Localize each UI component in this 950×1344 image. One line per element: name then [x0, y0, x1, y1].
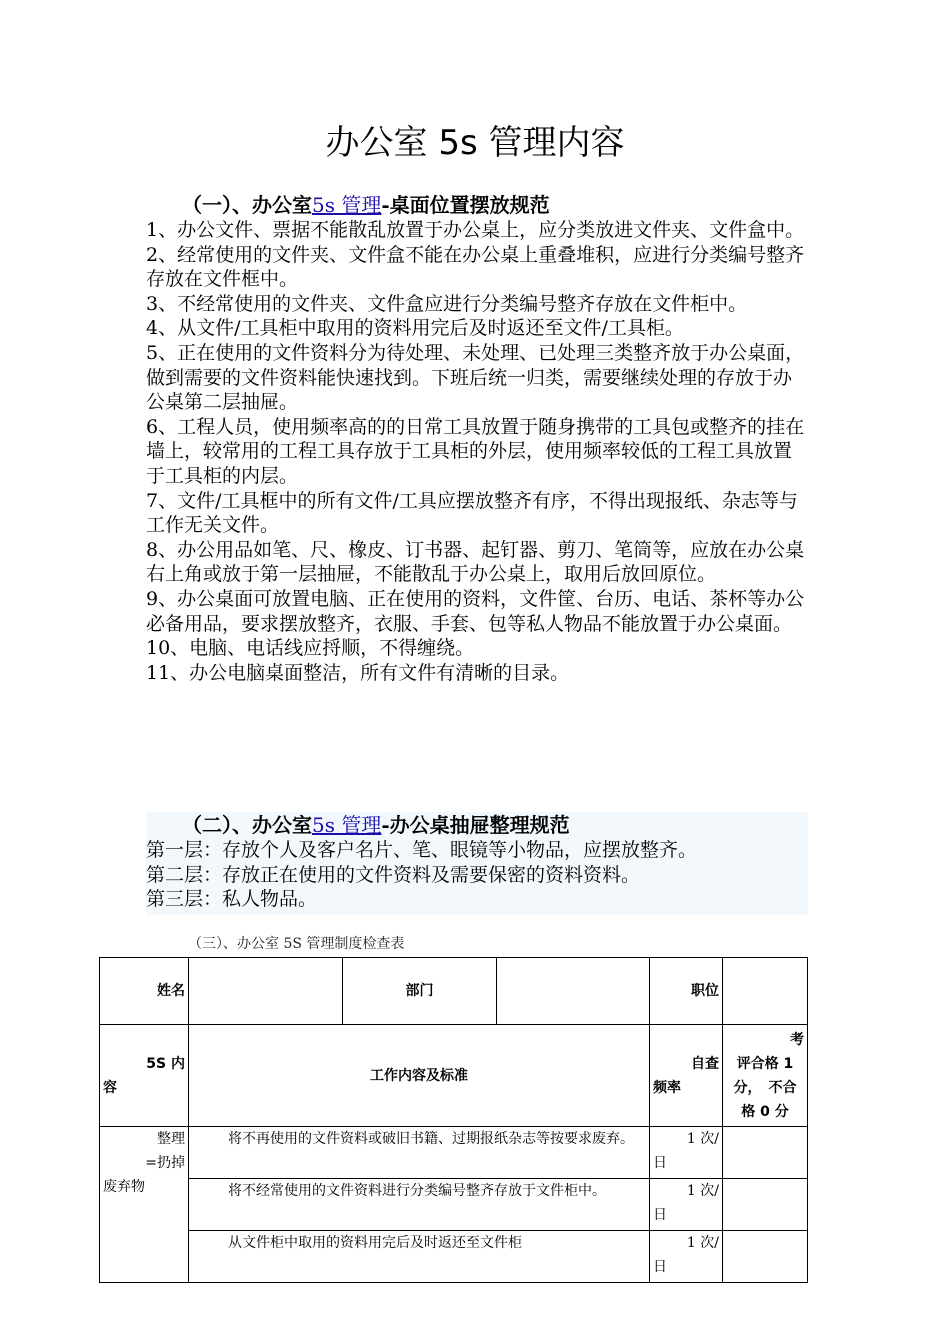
- col-5s-line2: 容: [103, 1079, 117, 1096]
- group-line3: 废弃物: [103, 1179, 145, 1195]
- list-item: 5、正在使用的文件资料分为待处理、未处理、已处理三类整齐放于办公桌面，做到需要的文件资料能快速找到。下班后统一归类，需要继续处理的存放于办公桌第二层抽屉。: [146, 341, 805, 414]
- group-line1: 整理: [157, 1131, 185, 1147]
- heading-prefix: （二）、办公室: [182, 813, 312, 837]
- col-5s-line1: 5S 内: [146, 1055, 185, 1072]
- work-content: 从文件柜中取用的资料用完后及时返还至文件柜: [189, 1231, 650, 1283]
- freq-cell: [650, 1179, 723, 1231]
- list-item: 9、办公桌面可放置电脑、正在使用的资料，文件筐、台历、电话、茶杯等办公必备用品，要求摆放整齐，衣服、手套、包等私人物品不能放置于办公桌面。: [146, 587, 805, 635]
- section-desk-layout: [146, 192, 808, 685]
- table-caption: （三）、办公室 5S 管理制度检查表: [188, 936, 405, 952]
- freq-line1: 1 次/: [686, 1131, 719, 1147]
- table-row: [100, 1231, 808, 1283]
- group-line2: =扔掉: [145, 1155, 185, 1171]
- col-freq-line2: 频率: [653, 1079, 681, 1096]
- freq-line1: 1 次/: [686, 1235, 719, 1251]
- heading-prefix: （一）、办公室: [182, 193, 312, 217]
- section-drawer-rules: [146, 812, 808, 915]
- list-item: 1、办公文件、票据不能散乱放置于办公桌上，应分类放进文件夹、文件盒中。: [146, 219, 805, 241]
- name-value[interactable]: [189, 958, 343, 1025]
- list-item: 第三层：私人物品。: [146, 888, 318, 911]
- checklist-table: [99, 957, 808, 1283]
- group-cell: [100, 1127, 189, 1283]
- col-score-header: [723, 1025, 808, 1127]
- heading-suffix: -办公桌抽屉整理规范: [381, 813, 570, 837]
- section-heading: [146, 812, 808, 838]
- col-score-line4: 格 0 分: [741, 1103, 789, 1120]
- table-header-row: [100, 1025, 808, 1127]
- col-score-line1: 考: [790, 1031, 804, 1048]
- name-label: 姓名: [100, 958, 189, 1025]
- table-row: [100, 958, 808, 1025]
- col-5s-header: [100, 1025, 189, 1127]
- col-freq-header: [650, 1025, 723, 1127]
- table-row: [100, 1179, 808, 1231]
- dept-label: 部门: [343, 958, 497, 1025]
- work-content: 将不经常使用的文件资料进行分类编号整齐存放于文件柜中。: [189, 1179, 650, 1231]
- score-cell[interactable]: [723, 1179, 808, 1231]
- col-score-line3: 分， 不合: [733, 1079, 797, 1096]
- list-item: 4、从文件/工具柜中取用的资料用完后及时返还至文件/工具柜。: [146, 317, 684, 340]
- freq-line2: 日: [653, 1259, 667, 1275]
- table-row: [100, 1127, 808, 1179]
- freq-line2: 日: [653, 1155, 667, 1171]
- position-value[interactable]: [723, 958, 808, 1025]
- freq-cell: [650, 1127, 723, 1179]
- list-item: 11、办公电脑桌面整洁，所有文件有清晰的目录。: [146, 661, 570, 684]
- section-heading: [146, 192, 808, 218]
- list-item: 8、办公用品如笔、尺、橡皮、订书器、起钉器、剪刀、笔筒等，应放在办公桌右上角或放于第一层抽屉，不能散乱于办公桌上，取用后放回原位。: [146, 538, 805, 586]
- score-cell[interactable]: [723, 1231, 808, 1283]
- list-item: 10、电脑、电话线应捋顺，不得缠绕。: [146, 637, 475, 660]
- score-cell[interactable]: [723, 1127, 808, 1179]
- col-score-line2: 评合格 1: [736, 1055, 794, 1072]
- list-item: 2、经常使用的文件夹、文件盒不能在办公桌上重叠堆积，应进行分类编号整齐存放在文件框中。: [146, 243, 805, 291]
- work-content: 将不再使用的文件资料或破旧书籍、过期报纸杂志等按要求废弃。: [189, 1127, 650, 1179]
- freq-line1: 1 次/: [686, 1183, 719, 1199]
- list-item: 第一层：存放个人及客户名片、笔、眼镜等小物品，应摆放整齐。: [146, 839, 698, 861]
- position-label: 职位: [650, 958, 723, 1025]
- col-work-header: 工作内容及标准: [189, 1025, 650, 1127]
- freq-cell: [650, 1231, 723, 1283]
- list-item: 3、不经常使用的文件夹、文件盒应进行分类编号整齐存放在文件柜中。: [146, 292, 748, 315]
- page-title: 办公室 5s 管理内容: [325, 123, 625, 163]
- heading-link[interactable]: 5s 管理: [312, 193, 382, 217]
- list-item: 6、工程人员，使用频率高的的日常工具放置于随身携带的工具包或整齐的挂在墙上，较常用的工程工具存放于工具柜的外层，使用频率较低的工程工具放置于工具柜的内层。: [146, 415, 805, 487]
- heading-link[interactable]: 5s 管理: [312, 813, 382, 837]
- freq-line2: 日: [653, 1207, 667, 1223]
- list-item: 第二层：存放正在使用的文件资料及需要保密的资料资料。: [146, 863, 641, 886]
- col-freq-line1: 自查: [691, 1055, 719, 1072]
- heading-suffix: -桌面位置摆放规范: [381, 193, 550, 217]
- list-item: 7、文件/工具框中的所有文件/工具应摆放整齐有序，不得出现报纸、杂志等与工作无关文件。: [146, 489, 798, 537]
- dept-value[interactable]: [497, 958, 650, 1025]
